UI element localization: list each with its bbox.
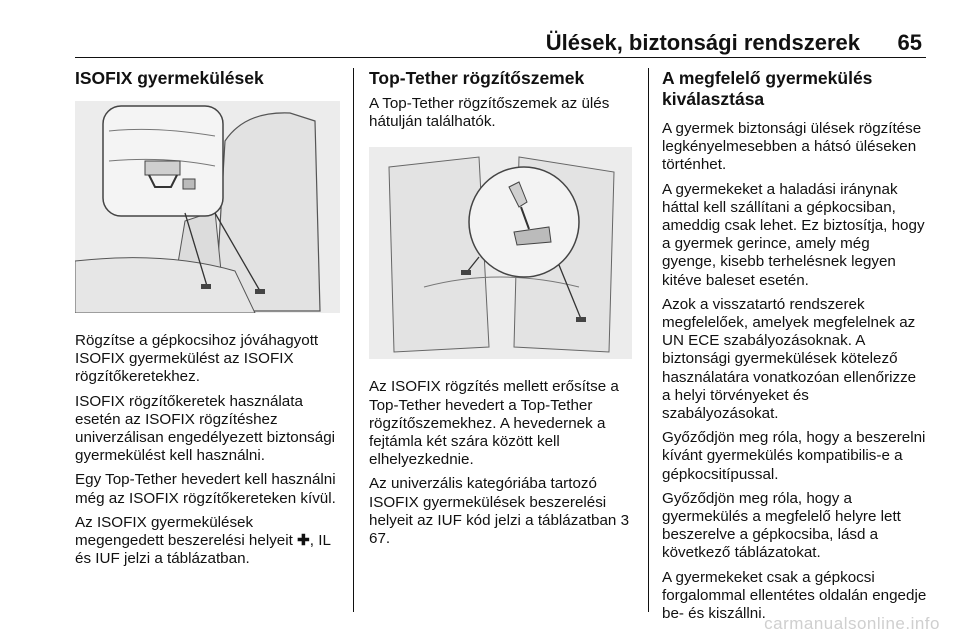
universal-seat-icon: ✚ — [297, 532, 310, 550]
column-child-seat-choice — [662, 68, 927, 629]
paragraph: Azok a visszatartó rendszerek megfelelőek, amelyek megfelelnek az UN ECE szabályozásoknak. A biztonsági gyermekülések kötelező használatára vonatkozóan ellenőrizze a helyi törvényeket és szabályozásokat. — [662, 295, 917, 423]
paragraph-text: Az ISOFIX gyermekülések megengedett beszerelési helyeit — [75, 513, 293, 550]
column-top-tether — [369, 68, 634, 554]
heading-isofix: ISOFIX gyermekülések — [75, 68, 264, 88]
page-number: 65 — [897, 30, 922, 55]
paragraph — [75, 514, 340, 569]
paragraph: ISOFIX rögzítőkeretek használata esetén az ISOFIX rögzítéshez univerzálisan engedélyezett biztonsági gyermekülést kell használni. — [75, 392, 336, 465]
paragraph: Győződjön meg róla, hogy a gyermekülés a megfelelő helyre lett beszerelve a gépkocsiba, lásd a következő táblázatokat. — [662, 489, 901, 562]
heading-top-tether: Top-Tether rögzítőszemek — [369, 68, 585, 88]
watermark: carmanualsonline.info — [764, 614, 940, 633]
column-isofix — [75, 68, 340, 574]
isofix-illustration — [75, 101, 340, 313]
paragraph: A gyermekeket a haladási iránynak háttal kell szállítani a gépkocsiban, ameddig csak lehet. Ez biztosítja, hogy a gyermek gerince, amely még gyenge, kisebb terhelésnek legyen kitéve baleset esetén. — [662, 180, 925, 289]
paragraph: Rögzítse a gépkocsihoz jóváhagyott ISOFIX gyermekülést az ISOFIX rögzítőkeretekhez. — [75, 332, 319, 386]
column-divider — [648, 68, 649, 612]
paragraph: Az ISOFIX rögzítés mellett erősítse a Top-Tether hevedert a Top-Tether rögzítőszemekhez. A hevedernek a fejtámla két szára között kell elhelyezkednie. — [369, 378, 619, 469]
top-tether-illustration — [369, 147, 632, 359]
paragraph: A gyermek biztonsági ülések rögzítése legkényelmesebben a hátsó üléseken történhet. — [662, 120, 922, 174]
paragraph: A gyermekeket csak a gépkocsi forgalommal ellentétes oldalán engedje be- és kiszállni. — [662, 568, 927, 623]
paragraph-text: , IL és IUF jelzi a táblázatban. — [75, 532, 331, 568]
page-header — [0, 0, 960, 55]
header-divider — [75, 57, 926, 58]
paragraph: Egy Top-Tether hevedert kell használni még az ISOFIX rögzítőkereteken kívül. — [75, 471, 336, 507]
heading-child-seat-choice: A megfelelő gyermekülés kiválasztása — [662, 68, 873, 109]
paragraph: Az univerzális kategóriába tartozó ISOFIX gyermekülések beszerelési helyeit az IUF kód jelzi a táblázatban 3 67. — [369, 475, 630, 548]
paragraph: Győződjön meg róla, hogy a beszerelni kívánt gyermekülés kompatibilis-e a gépkocsitípussal. — [662, 429, 926, 483]
column-divider — [353, 68, 354, 612]
paragraph: A Top-Tether rögzítőszemek az ülés hátulján találhatók. — [369, 95, 610, 131]
section-title: Ülések, biztonsági rendszerek — [545, 30, 860, 55]
